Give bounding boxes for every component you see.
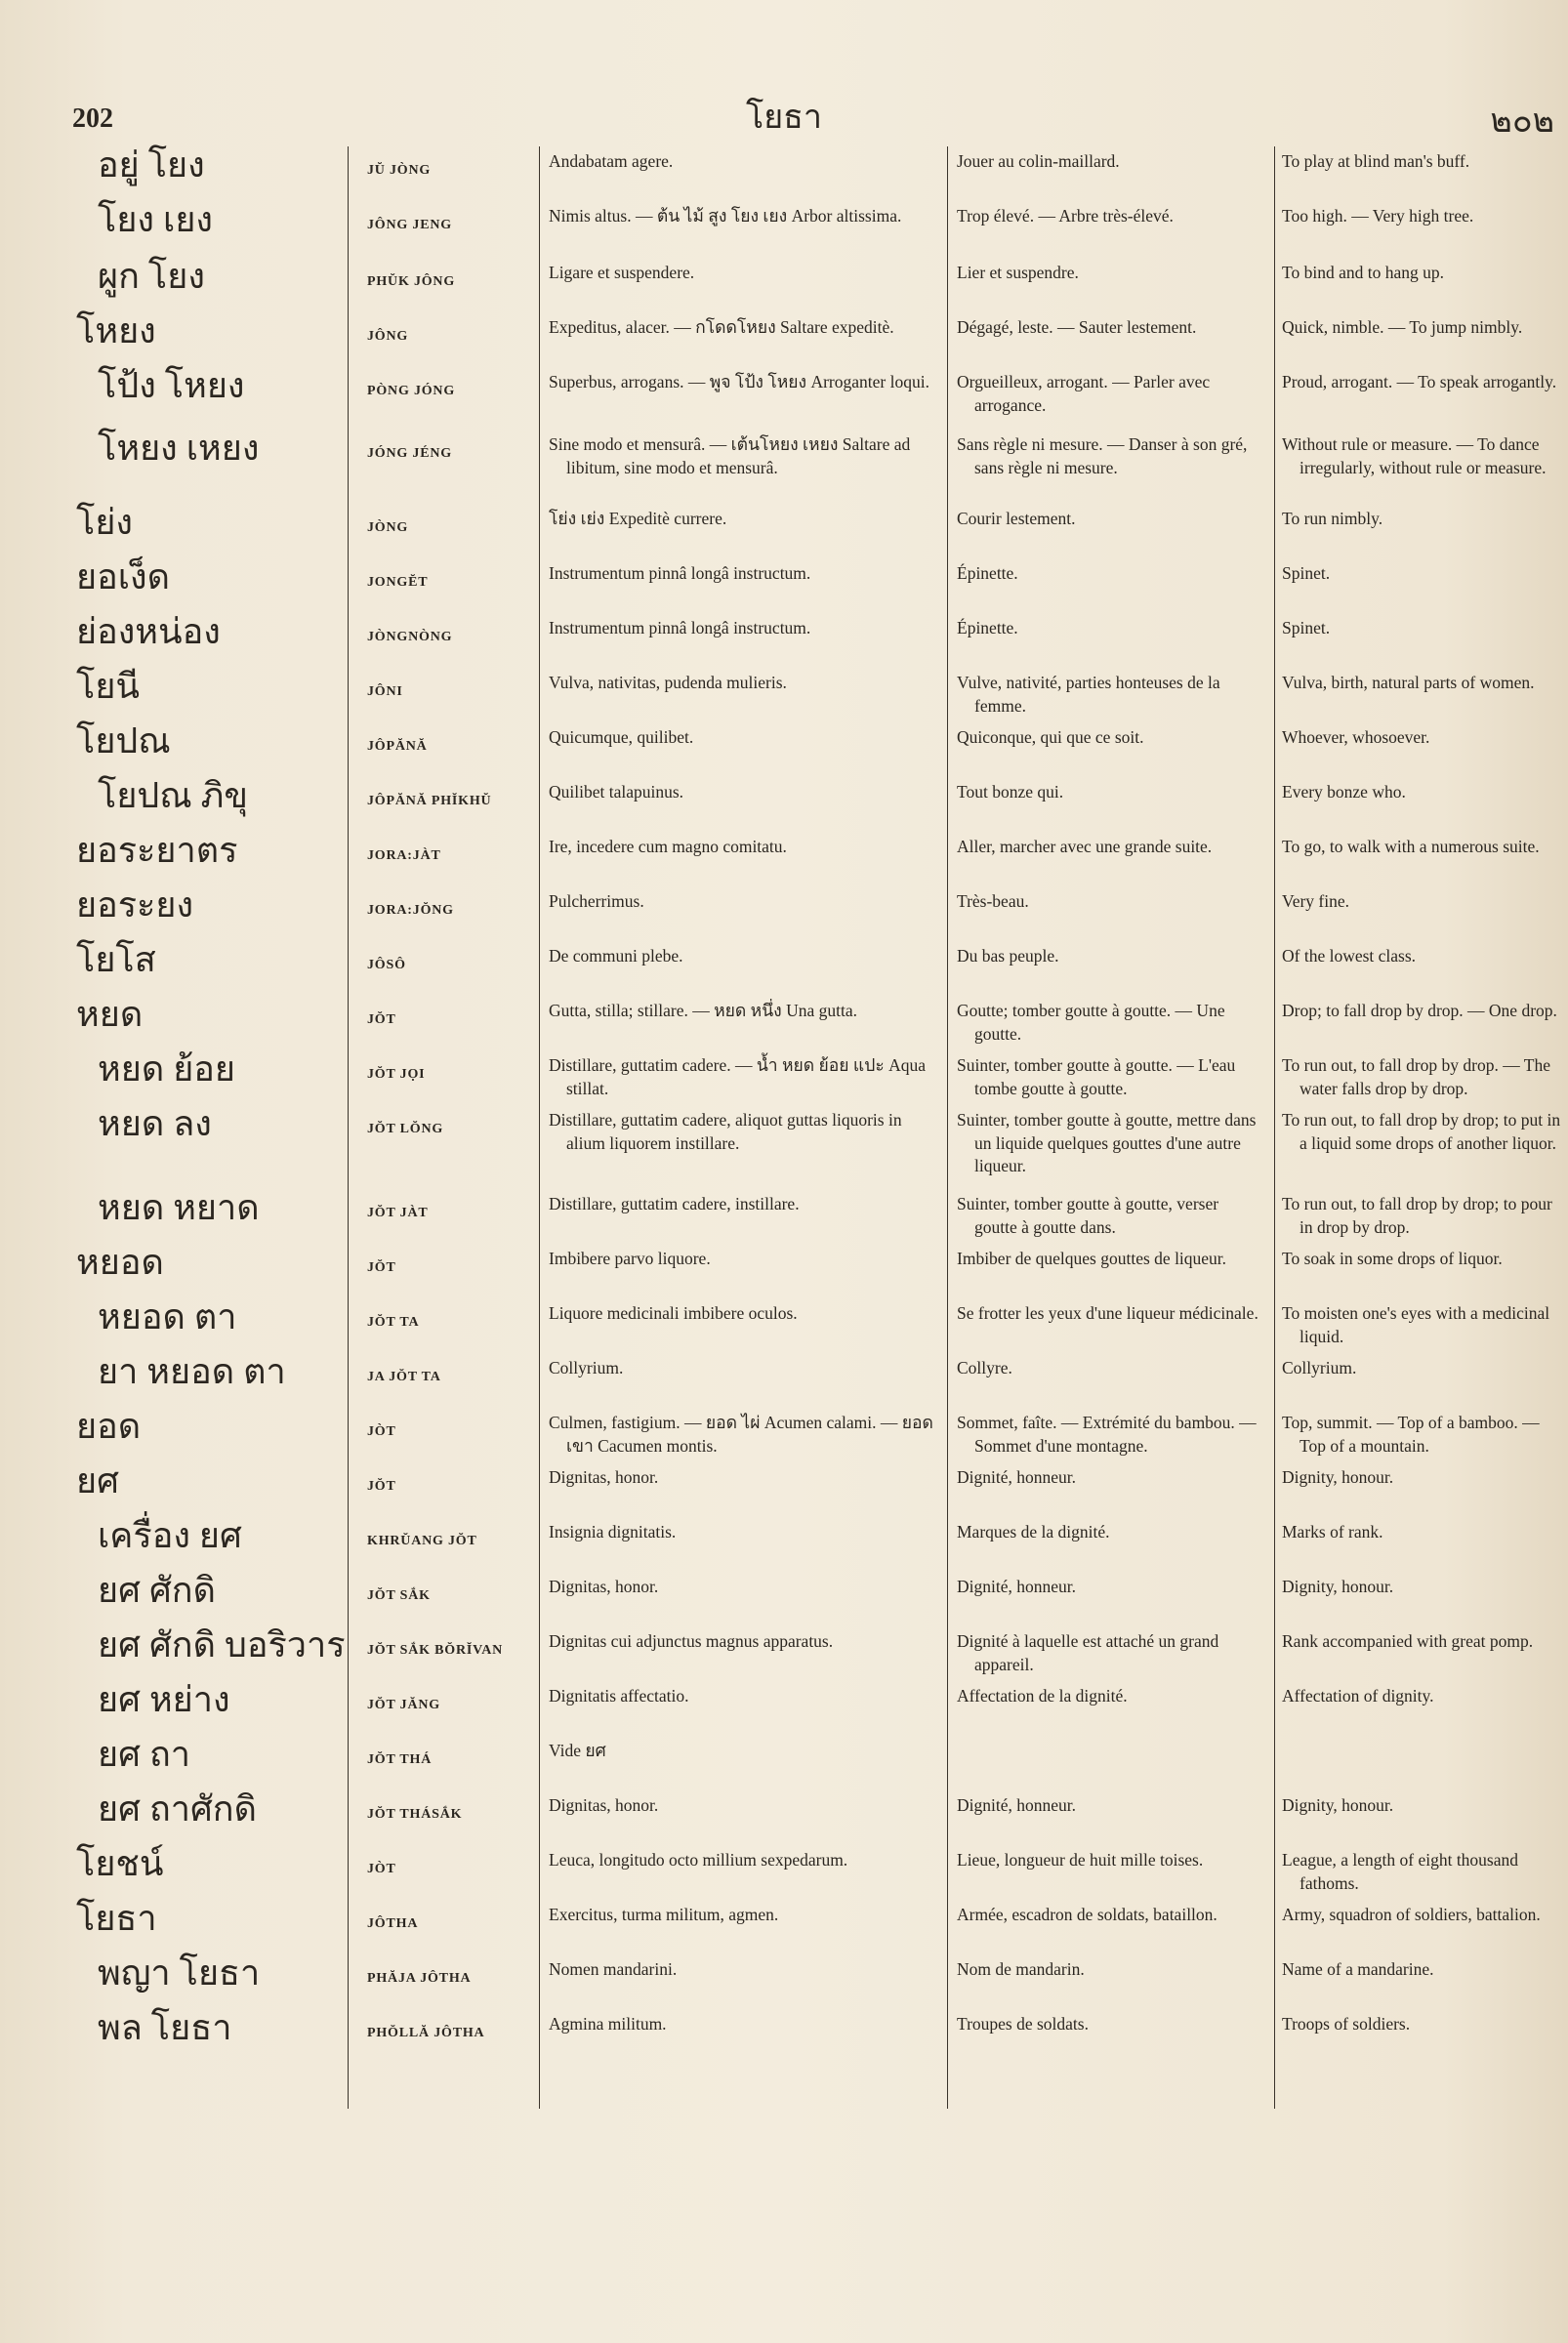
entry-french: Tout bonze qui. bbox=[957, 782, 1064, 802]
page-number-left: 202 bbox=[72, 103, 113, 134]
dictionary-entry bbox=[0, 201, 1568, 258]
entry-romanization: JŎT THÁSẮK bbox=[367, 1807, 463, 1822]
entry-english: Drop; to fall drop by drop. — One drop. bbox=[1282, 1001, 1557, 1020]
entry-english: League, a length of eight thousand fathoms. bbox=[1282, 1850, 1519, 1893]
dictionary-entry bbox=[0, 722, 1568, 777]
entry-thai-word: ยา หยอด ตา bbox=[98, 1352, 286, 1391]
entry-thai-word: โยชน์ bbox=[76, 1844, 164, 1883]
entry-english: Whoever, whosoever. bbox=[1282, 727, 1430, 747]
dictionary-entry bbox=[0, 886, 1568, 941]
entry-thai-word: ผูก โยง bbox=[98, 257, 205, 296]
entry-latin: Instrumentum pinnâ longâ instructum. bbox=[549, 563, 811, 583]
entry-french: Dignité à laquelle est attaché un grand appareil. bbox=[957, 1631, 1219, 1674]
entry-thai-word: โยธา bbox=[76, 1899, 157, 1938]
entry-latin: Exercitus, turma militum, agmen. bbox=[549, 1905, 779, 1924]
entry-romanization: JŎT JỌI bbox=[367, 1067, 426, 1082]
entry-thai-word: โหยง เหยง bbox=[98, 429, 260, 468]
entry-french: Suinter, tomber goutte à goutte, mettre dans un liquide quelques gouttes d'une autre liqueur. bbox=[957, 1110, 1257, 1176]
entry-thai-word: พล โยธา bbox=[98, 2008, 232, 2047]
entry-latin: Ire, incedere cum magno comitatu. bbox=[549, 837, 787, 856]
entry-romanization: JÔNG JENG bbox=[367, 218, 452, 232]
entry-thai-word: โยนี bbox=[76, 667, 141, 706]
dictionary-entry bbox=[0, 941, 1568, 996]
dictionary-entry bbox=[0, 996, 1568, 1050]
entry-thai-word: หยด หยาด bbox=[98, 1188, 260, 1227]
dictionary-entry bbox=[0, 668, 1568, 722]
entry-latin: Collyrium. bbox=[549, 1358, 624, 1377]
entry-romanization: JÔPĂNĂ bbox=[367, 739, 428, 754]
entry-latin: Culmen, fastigium. — ยอด ไผ่ Acumen calami. — ยอด เขา Cacumen montis. bbox=[549, 1413, 933, 1456]
entry-english: Quick, nimble. — To jump nimbly. bbox=[1282, 317, 1523, 337]
entry-latin: Sine modo et mensurâ. — เต้นโหยง เหยง Saltare ad libitum, sine modo et mensurâ. bbox=[549, 434, 911, 477]
entry-thai-word: ย่องหน่อง bbox=[76, 612, 221, 651]
entry-latin: Instrumentum pinnâ longâ instructum. bbox=[549, 618, 811, 637]
entry-french: Lieue, longueur de huit mille toises. bbox=[957, 1850, 1204, 1870]
entry-romanization: JŎT bbox=[367, 1012, 396, 1027]
entry-romanization: JÔSÔ bbox=[367, 958, 406, 972]
entry-english: Very fine. bbox=[1282, 891, 1350, 911]
dictionary-entry bbox=[0, 2009, 1568, 2064]
entry-english: Army, squadron of soldiers, battalion. bbox=[1282, 1905, 1541, 1924]
entry-french: Sommet, faîte. — Extrémité du bambou. — Sommet d'une montagne. bbox=[957, 1413, 1257, 1456]
entry-romanization: JŎT THÁ bbox=[367, 1752, 433, 1767]
entry-latin: Nimis altus. — ต้น ไม้ สูง โยง เยง Arbor altissima. bbox=[549, 206, 902, 226]
entry-english: To run nimbly. bbox=[1282, 509, 1383, 528]
page-number-right: ๒๐๒ bbox=[1490, 103, 1554, 140]
entry-french: Dégagé, leste. — Sauter lestement. bbox=[957, 317, 1197, 337]
entry-latin: Dignitas cui adjunctus magnus apparatus. bbox=[549, 1631, 834, 1651]
entry-thai-word: หยอด ตา bbox=[98, 1297, 237, 1336]
dictionary-entry bbox=[0, 1954, 1568, 2009]
entry-thai-word: หยด bbox=[76, 995, 144, 1034]
entry-romanization: JONGĔT bbox=[367, 575, 429, 590]
entry-thai-word: ยอระยง bbox=[76, 885, 194, 925]
entry-english: Rank accompanied with great pomp. bbox=[1282, 1631, 1534, 1651]
entry-latin: Gutta, stilla; stillare. — หยด หนึ่ง Una gutta. bbox=[549, 1001, 857, 1020]
dictionary-entry bbox=[0, 1736, 1568, 1790]
entry-english: Of the lowest class. bbox=[1282, 946, 1417, 966]
dictionary-entry bbox=[0, 1353, 1568, 1408]
entry-thai-word: ยอเง็ด bbox=[76, 557, 170, 596]
entry-english: Too high. — Very high tree. bbox=[1282, 206, 1474, 226]
entry-thai-word: ยศ ศักดิ bbox=[98, 1571, 216, 1610]
entry-latin: Distillare, guttatim cadere. — น้ำ หยด ย้อย แปะ Aqua stillat. bbox=[549, 1055, 926, 1098]
entry-french: Très-beau. bbox=[957, 891, 1029, 911]
entry-thai-word: โย่ง bbox=[76, 503, 134, 542]
entry-thai-word: ยศ หย่าง bbox=[98, 1680, 230, 1719]
entry-french: Se frotter les yeux d'une liqueur médicinale. bbox=[957, 1303, 1259, 1323]
entry-thai-word: โยปณ ภิขุ bbox=[98, 776, 249, 815]
entry-latin: Dignitas, honor. bbox=[549, 1795, 659, 1815]
dictionary-entry bbox=[0, 1298, 1568, 1353]
dictionary-entry bbox=[0, 1462, 1568, 1517]
entry-french: Vulve, nativité, parties honteuses de la femme. bbox=[957, 673, 1220, 716]
dictionary-entry bbox=[0, 146, 1568, 201]
entry-romanization: JÔNG bbox=[367, 329, 409, 344]
entry-thai-word: พญา โยธา bbox=[98, 1953, 261, 1993]
entry-thai-word: หยด ย้อย bbox=[98, 1049, 236, 1089]
entry-french: Trop élevé. — Arbre très-élevé. bbox=[957, 206, 1174, 226]
entry-latin: Dignitatis affectatio. bbox=[549, 1686, 689, 1706]
entry-french: Suinter, tomber goutte à goutte, verser goutte à goutte dans. bbox=[957, 1194, 1219, 1237]
entry-romanization: JŎT TA bbox=[367, 1315, 420, 1330]
entry-latin: Leuca, longitudo octo millium sexpedarum. bbox=[549, 1850, 848, 1870]
entry-romanization: JÒT bbox=[367, 1424, 396, 1439]
entry-english: To go, to walk with a numerous suite. bbox=[1282, 837, 1540, 856]
entry-french: Marques de la dignité. bbox=[957, 1522, 1110, 1541]
entry-thai-word: ยศ ศักดิ บอริวาร bbox=[98, 1625, 346, 1665]
entry-latin: Liquore medicinali imbibere oculos. bbox=[549, 1303, 798, 1323]
dictionary-entry bbox=[0, 1681, 1568, 1736]
entry-romanization: JŎT bbox=[367, 1479, 396, 1494]
entry-romanization: JŬ JÒNG bbox=[367, 163, 432, 178]
entry-thai-word: ยอระยาตร bbox=[76, 831, 238, 870]
entry-romanization: JŎT LŎNG bbox=[367, 1122, 444, 1136]
entry-english: Collyrium. bbox=[1282, 1358, 1357, 1377]
entry-latin: Quilibet talapuinus. bbox=[549, 782, 684, 802]
entry-thai-word: เครื่อง ยศ bbox=[98, 1516, 242, 1555]
entry-thai-word: หยอด bbox=[76, 1243, 164, 1282]
entry-romanization: JÒT bbox=[367, 1862, 396, 1876]
entry-thai-word: อยู่ โยง bbox=[98, 145, 205, 185]
entry-french: Imbiber de quelques gouttes de liqueur. bbox=[957, 1249, 1227, 1268]
entry-english: To soak in some drops of liquor. bbox=[1282, 1249, 1503, 1268]
entry-french: Dignité, honneur. bbox=[957, 1795, 1076, 1815]
entry-romanization: JÔNI bbox=[367, 684, 403, 699]
entry-english: Proud, arrogant. — To speak arrogantly. bbox=[1282, 372, 1557, 391]
entry-latin: Quicumque, quilibet. bbox=[549, 727, 694, 747]
entry-latin: Vulva, nativitas, pudenda mulieris. bbox=[549, 673, 787, 692]
dictionary-entry bbox=[0, 1050, 1568, 1105]
entry-latin: Andabatam agere. bbox=[549, 151, 674, 171]
entry-romanization: JÔTHA bbox=[367, 1916, 419, 1931]
dictionary-entry bbox=[0, 832, 1568, 886]
dictionary-entry bbox=[0, 312, 1568, 367]
dictionary-entry bbox=[0, 504, 1568, 558]
entry-thai-word: โป้ง โหยง bbox=[98, 366, 245, 405]
entry-romanization: JŎT SẮK bbox=[367, 1588, 431, 1603]
entry-romanization: JÒNG bbox=[367, 520, 409, 535]
entry-thai-word: ยศ bbox=[76, 1461, 119, 1500]
entry-thai-word: โยโส bbox=[76, 940, 156, 979]
entry-latin: Superbus, arrogans. — พูจ โป้ง โหยง Arroganter loqui. bbox=[549, 372, 929, 391]
entry-latin: Expeditus, alacer. — กโดดโหยง Saltare expeditè. bbox=[549, 317, 894, 337]
dictionary-entry bbox=[0, 367, 1568, 430]
entry-romanization: JA JŎT TA bbox=[367, 1370, 441, 1384]
entry-english: Top, summit. — Top of a bamboo. — Top of a mountain. bbox=[1282, 1413, 1540, 1456]
entry-english: Vulva, birth, natural parts of women. bbox=[1282, 673, 1535, 692]
dictionary-entry bbox=[0, 1189, 1568, 1244]
entry-french: Sans règle ni mesure. — Danser à son gré, sans règle ni mesure. bbox=[957, 434, 1248, 477]
dictionary-entry bbox=[0, 1408, 1568, 1462]
entry-french: Lier et suspendre. bbox=[957, 263, 1079, 282]
entry-english: Marks of rank. bbox=[1282, 1522, 1383, 1541]
entry-french: Armée, escadron de soldats, bataillon. bbox=[957, 1905, 1217, 1924]
entry-latin: Dignitas, honor. bbox=[549, 1467, 659, 1487]
entry-french: Dignité, honneur. bbox=[957, 1577, 1076, 1596]
entry-french: Suinter, tomber goutte à goutte. — L'eau tombe goutte à goutte. bbox=[957, 1055, 1236, 1098]
dictionary-entry bbox=[0, 1900, 1568, 1954]
entry-latin: Vide ยศ bbox=[549, 1741, 606, 1760]
entry-english: Troops of soldiers. bbox=[1282, 2014, 1411, 2034]
entry-romanization: JŎT JĂNG bbox=[367, 1698, 440, 1712]
dictionary-entry bbox=[0, 258, 1568, 312]
entry-french: Troupes de soldats. bbox=[957, 2014, 1089, 2034]
entry-french: Courir lestement. bbox=[957, 509, 1076, 528]
entry-romanization: JÓNG JÉNG bbox=[367, 446, 452, 461]
dictionary-entry bbox=[0, 1572, 1568, 1626]
entry-french: Orgueilleux, arrogant. — Parler avec arrogance. bbox=[957, 372, 1211, 415]
entry-french: Affectation de la dignité. bbox=[957, 1686, 1128, 1706]
entry-english: To run out, to fall drop by drop; to put in a liquid some drops of another liquor. bbox=[1282, 1110, 1561, 1153]
entry-french: Aller, marcher avec une grande suite. bbox=[957, 837, 1213, 856]
entry-english: Dignity, honour. bbox=[1282, 1795, 1394, 1815]
entry-romanization: PHĂJA JÔTHA bbox=[367, 1971, 472, 1986]
entry-english: Spinet. bbox=[1282, 618, 1331, 637]
dictionary-entry bbox=[0, 613, 1568, 668]
entry-english: Every bonze who. bbox=[1282, 782, 1406, 802]
entry-latin: De communi plebe. bbox=[549, 946, 683, 966]
entry-thai-word: โยง เยง bbox=[98, 200, 213, 239]
dictionary-entry bbox=[0, 1517, 1568, 1572]
page-title: โยธา bbox=[745, 100, 823, 136]
dictionary-entry bbox=[0, 1626, 1568, 1681]
dictionary-entry bbox=[0, 558, 1568, 613]
entry-latin: Dignitas, honor. bbox=[549, 1577, 659, 1596]
entry-latin: Agmina militum. bbox=[549, 2014, 667, 2034]
dictionary-entry bbox=[0, 1790, 1568, 1845]
dictionary-entry bbox=[0, 777, 1568, 832]
entry-english: To run out, to fall drop by drop. — The water falls drop by drop. bbox=[1282, 1055, 1551, 1098]
entry-latin: Pulcherrimus. bbox=[549, 891, 644, 911]
entry-english: To moisten one's eyes with a medicinal liquid. bbox=[1282, 1303, 1550, 1346]
entry-romanization: JÒNGNÒNG bbox=[367, 630, 453, 644]
entry-romanization: JÔPĂNĂ PHĬKHŬ bbox=[367, 794, 492, 808]
entry-english: Dignity, honour. bbox=[1282, 1577, 1394, 1596]
entry-latin: โย่ง เย่ง Expeditè currere. bbox=[549, 509, 727, 528]
entry-thai-word: ยศ ถาศักดิ bbox=[98, 1789, 257, 1829]
entry-thai-word: หยด ลง bbox=[98, 1104, 212, 1143]
entry-thai-word: ยอด bbox=[76, 1407, 142, 1446]
entry-romanization: JŎT SẮK BŎRĬVAN bbox=[367, 1643, 504, 1658]
entry-english: Spinet. bbox=[1282, 563, 1331, 583]
entry-romanization: JŎT JÀT bbox=[367, 1206, 429, 1220]
entry-latin: Distillare, guttatim cadere, aliquot guttas liquoris in alium liquorem instillare. bbox=[549, 1110, 902, 1153]
dictionary-entry bbox=[0, 1105, 1568, 1189]
entry-latin: Ligare et suspendere. bbox=[549, 263, 695, 282]
entry-french: Épinette. bbox=[957, 618, 1018, 637]
entry-french: Quiconque, qui que ce soit. bbox=[957, 727, 1144, 747]
entry-english: To play at blind man's buff. bbox=[1282, 151, 1470, 171]
entry-english: Dignity, honour. bbox=[1282, 1467, 1394, 1487]
dictionary-entry bbox=[0, 430, 1568, 504]
entry-romanization: JŎT bbox=[367, 1260, 396, 1275]
entry-romanization: PHŎLLĂ JÔTHA bbox=[367, 2026, 485, 2040]
entry-english: Name of a mandarine. bbox=[1282, 1959, 1434, 1979]
dictionary-entry bbox=[0, 1845, 1568, 1900]
entry-romanization: PÒNG JÓNG bbox=[367, 384, 456, 398]
entry-thai-word: โหยง bbox=[76, 311, 156, 350]
entry-english: To run out, to fall drop by drop; to pour in drop by drop. bbox=[1282, 1194, 1552, 1237]
entry-french: Jouer au colin-maillard. bbox=[957, 151, 1120, 171]
entry-thai-word: โยปณ bbox=[76, 721, 171, 760]
entry-english: To bind and to hang up. bbox=[1282, 263, 1444, 282]
entry-french: Du bas peuple. bbox=[957, 946, 1059, 966]
entry-latin: Distillare, guttatim cadere, instillare. bbox=[549, 1194, 800, 1213]
entry-latin: Imbibere parvo liquore. bbox=[549, 1249, 711, 1268]
entry-french: Épinette. bbox=[957, 563, 1018, 583]
entry-romanization: JORA:JÀT bbox=[367, 848, 441, 863]
entry-latin: Insignia dignitatis. bbox=[549, 1522, 677, 1541]
entries-list bbox=[0, 146, 1568, 2064]
entry-english: Affectation of dignity. bbox=[1282, 1686, 1434, 1706]
page-header bbox=[0, 90, 1568, 139]
entry-latin: Nomen mandarini. bbox=[549, 1959, 678, 1979]
entry-french: Dignité, honneur. bbox=[957, 1467, 1076, 1487]
entry-french: Goutte; tomber goutte à goutte. — Une goutte. bbox=[957, 1001, 1225, 1044]
entry-thai-word: ยศ ถา bbox=[98, 1735, 190, 1774]
entry-romanization: PHŬK JÔNG bbox=[367, 274, 456, 289]
entry-romanization: KHRŬANG JŎT bbox=[367, 1534, 477, 1548]
entry-english: Without rule or measure. — To dance irregularly, without rule or measure. bbox=[1282, 434, 1547, 477]
entry-french: Collyre. bbox=[957, 1358, 1012, 1377]
entry-romanization: JORA:JŎNG bbox=[367, 903, 454, 918]
entry-french: Nom de mandarin. bbox=[957, 1959, 1085, 1979]
dictionary-entry bbox=[0, 1244, 1568, 1298]
